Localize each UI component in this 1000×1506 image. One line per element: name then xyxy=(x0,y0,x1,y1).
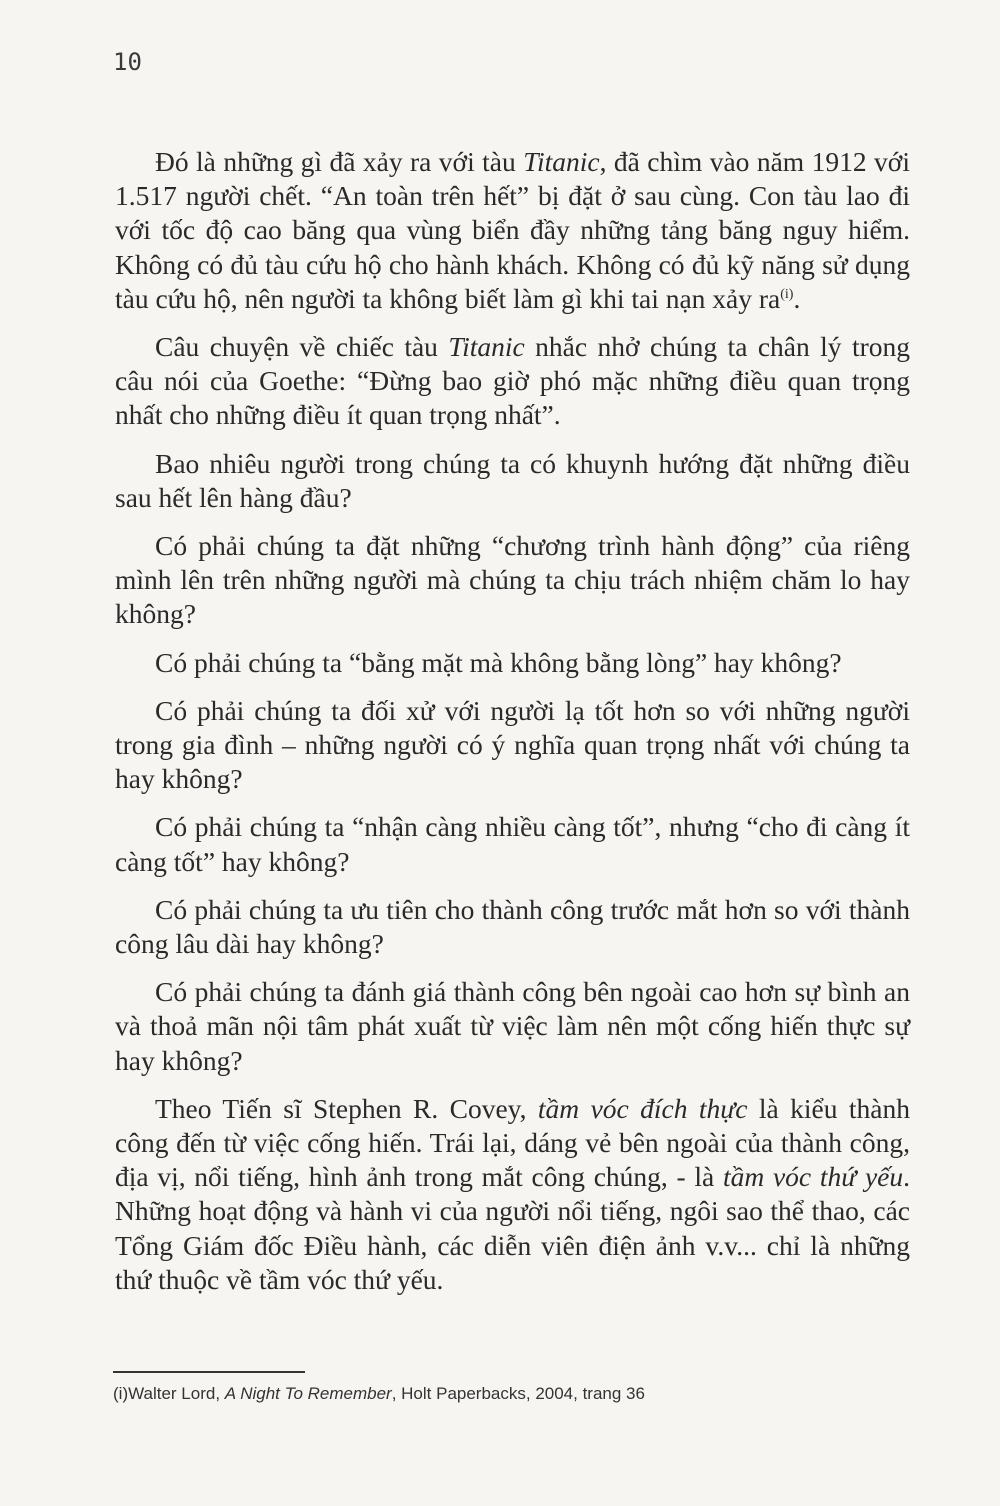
page-number: 10 xyxy=(113,48,142,76)
text-run: Đó là những gì đã xảy ra với tàu xyxy=(155,146,524,177)
text-run: . xyxy=(793,282,801,314)
italic-term: tầm vóc đích thực xyxy=(537,1092,748,1124)
text-run: nhắc nhở chúng ta chân lý trong câu nói của Goethe: “Đừng bao giờ phó mặc những điều quan trọng nhất cho những điều ít quan trọng nhất”. xyxy=(115,331,910,431)
text-run: . Những hoạt động và hành vi của người nổi tiếng, ngôi sao thể thao, các Tổng Giám đốc Điều hành, các diễn viên điện ảnh v.v... chỉ là những thứ thuộc về tầm vóc thứ yếu. xyxy=(115,1161,910,1295)
text-run: là kiểu thành công đến từ việc cống hiến. Trái lại, dáng vẻ bên ngoài của thành công, địa vị, nổi tiếng, hình ảnh trong mắt công chúng, - là xyxy=(115,1092,911,1193)
italic-title: Titanic xyxy=(448,331,525,363)
paragraph-question-4: Có phải chúng ta đối xử với người lạ tốt hơn so với những người trong gia đình – những người có ý nghĩa quan trọng nhất với chúng ta hay không? xyxy=(115,694,910,795)
text-run: Câu chuyện về chiếc tàu xyxy=(155,331,449,363)
body-text xyxy=(115,145,910,1311)
text-run: , đã chìm vào năm 1912 với 1.517 người chết. “An toàn trên hết” bị đặt ở sau cùng. Con tàu lao đi với tốc độ cao băng qua vùng biển đầy những tảng băng nguy hiểm. Không có đủ tàu cứu hộ cho hành khách. Không có đủ kỹ năng sử dụng tàu cứu hộ, nên người ta không biết làm gì khi tai nạn xảy ra xyxy=(115,146,910,314)
footnote-divider xyxy=(113,1371,305,1373)
paragraph-question-6: Có phải chúng ta ưu tiên cho thành công trước mắt hơn so với thành công lâu dài hay không? xyxy=(115,893,910,960)
italic-term: tầm vóc thứ yếu xyxy=(722,1161,904,1193)
paragraph-question-1: Bao nhiêu người trong chúng ta có khuynh hướng đặt những điều sau hết lên hàng đầu? xyxy=(115,447,910,513)
paragraph-question-2: Có phải chúng ta đặt những “chương trình hành động” của riêng mình lên trên những người mà chúng ta chịu trách nhiệm chăm lo hay không? xyxy=(115,530,910,630)
paragraph-question-3: Có phải chúng ta “bằng mặt mà không bằng lòng” hay không? xyxy=(155,646,842,678)
footnote-text: (i)Walter Lord, xyxy=(113,1384,225,1403)
paragraph-question-7: Có phải chúng ta đánh giá thành công bên ngoài cao hơn sự bình an và thoả mãn nội tâm phát xuất từ việc làm nên một cống hiến thực sự hay không? xyxy=(115,976,910,1076)
footnote-book-title: A Night To Remember xyxy=(224,1384,392,1403)
paragraph-goethe xyxy=(115,330,910,433)
italic-title: Titanic xyxy=(523,146,600,177)
text-run: Theo Tiến sĩ Stephen R. Covey, xyxy=(155,1092,538,1124)
footnote-text: , Holt Paperbacks, 2004, trang 36 xyxy=(391,1384,645,1403)
footnote xyxy=(113,1384,913,1404)
paragraph-question-5: Có phải chúng ta “nhận càng nhiều càng tốt”, nhưng “cho đi càng ít càng tốt” hay không? xyxy=(115,811,910,877)
paragraph-titanic xyxy=(115,145,910,316)
footnote-marker: (i) xyxy=(780,286,794,302)
paragraph-covey xyxy=(115,1092,910,1297)
